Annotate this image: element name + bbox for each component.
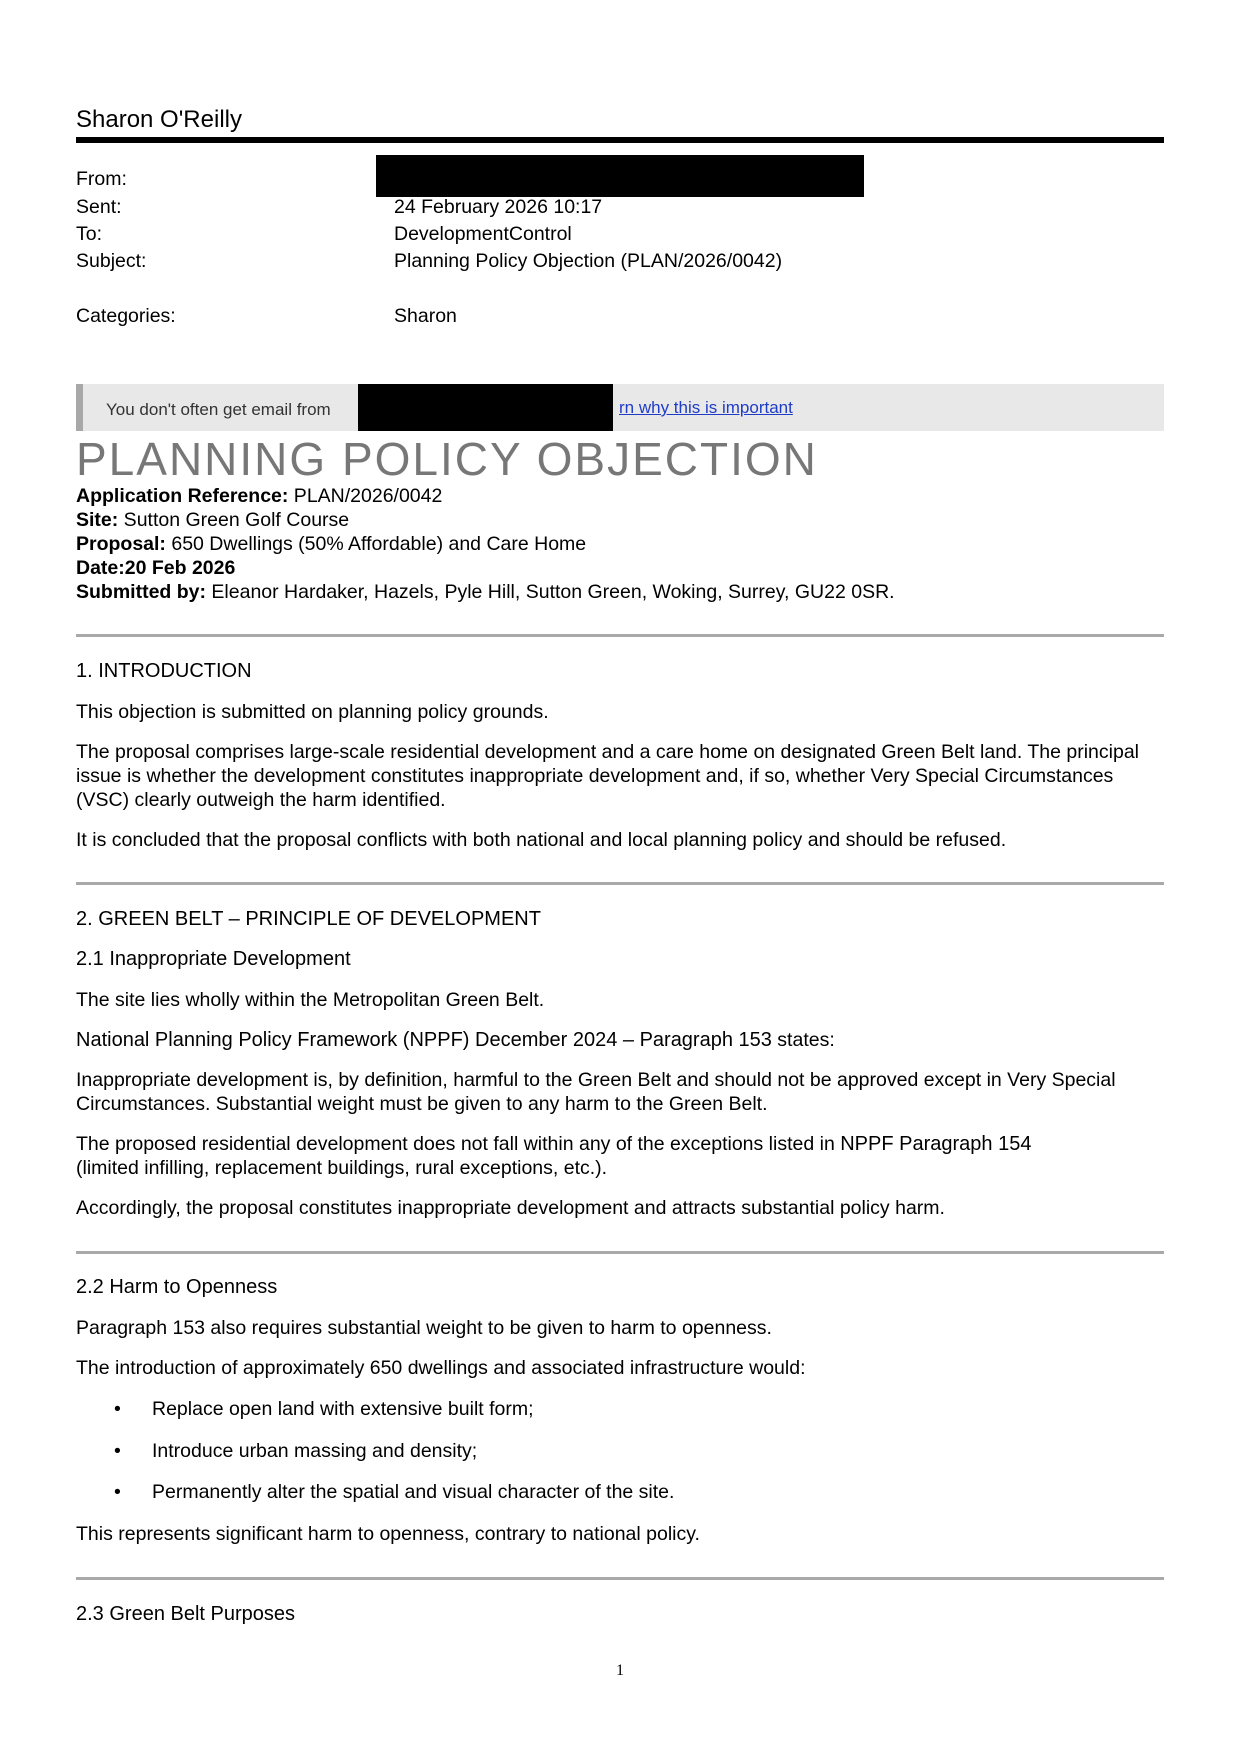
intro-paragraph-3: It is concluded that the proposal conflicts with both national and local planning policy and should be refused. xyxy=(76,829,1007,851)
meta-site-value: Sutton Green Golf Course xyxy=(118,509,350,531)
nppf-154-reference: NPPF Paragraph 154 xyxy=(840,1133,1032,1155)
section-divider xyxy=(76,882,1164,885)
subject-value: Planning Policy Objection (PLAN/2026/0042) xyxy=(394,250,783,272)
exceptions-list-text: (limited infilling, replacement buildings, rural exceptions, etc.). xyxy=(76,1157,608,1179)
openness-conclusion: This represents significant harm to openness, contrary to national policy. xyxy=(76,1523,700,1545)
meta-date xyxy=(76,557,235,580)
meta-date-value: 20 Feb 2026 xyxy=(124,557,236,579)
header-divider xyxy=(76,137,1164,143)
meta-proposal-label: Proposal: xyxy=(76,533,166,555)
section-divider xyxy=(76,1577,1164,1580)
section-divider xyxy=(76,634,1164,637)
redacted-from-address xyxy=(376,155,864,197)
to-label: To: xyxy=(76,223,103,245)
page-number: 1 xyxy=(616,1662,624,1679)
bullet-item-1: Replace open land with extensive built form; xyxy=(152,1398,534,1420)
subject-label: Subject: xyxy=(76,250,147,272)
nppf-paragraph-153-line xyxy=(76,1028,1164,1052)
bullet-marker: • xyxy=(114,1481,121,1503)
bullet-item-2: Introduce urban massing and density; xyxy=(152,1440,478,1462)
categories-value: Sharon xyxy=(394,305,457,327)
document-title: PLANNING POLICY OBJECTION xyxy=(76,433,818,485)
subsection-2-1-heading: 2.1 Inappropriate Development xyxy=(76,948,351,970)
sent-value: 24 February 2026 10:17 xyxy=(394,196,603,218)
redacted-sender-address xyxy=(358,384,613,431)
green-belt-paragraph-3 xyxy=(76,1132,1066,1180)
green-belt-paragraph-4: Accordingly, the proposal constitutes inappropriate development and attracts substantial policy harm. xyxy=(76,1197,945,1219)
to-value: DevelopmentControl xyxy=(394,223,572,245)
meta-site xyxy=(76,509,349,532)
intro-paragraph-2: The proposal comprises large-scale residential development and a care home on designated Green Belt land. The principal issue is whether the development constitutes inappropriate development and, if so, whether Very Special Circumstances (VSC) clearly outweigh the harm identified. xyxy=(76,741,1140,811)
meta-date-label: Date: xyxy=(76,557,125,579)
nppf-153-reference: National Planning Policy Framework (NPPF) December 2024 – Paragraph 153 xyxy=(76,1029,772,1051)
meta-submitted-by xyxy=(76,581,895,604)
subsection-2-2-heading: 2.2 Harm to Openness xyxy=(76,1276,278,1298)
section-1-heading: 1. INTRODUCTION xyxy=(76,660,252,682)
meta-site-label: Site: xyxy=(76,509,119,531)
meta-proposal xyxy=(76,533,586,556)
bullet-marker: • xyxy=(114,1440,121,1462)
openness-paragraph-2: The introduction of approximately 650 dwellings and associated infrastructure would: xyxy=(76,1357,806,1379)
section-2-heading: 2. GREEN BELT – PRINCIPLE OF DEVELOPMENT xyxy=(76,908,541,930)
meta-reference-label: Application Reference: xyxy=(76,485,289,507)
meta-submitted-label: Submitted by: xyxy=(76,581,206,603)
learn-why-link[interactable]: rn why this is important xyxy=(619,398,793,417)
green-belt-paragraph-1: The site lies wholly within the Metropolitan Green Belt. xyxy=(76,989,545,1011)
intro-paragraph-1: This objection is submitted on planning policy grounds. xyxy=(76,701,549,723)
subsection-2-3-heading: 2.3 Green Belt Purposes xyxy=(76,1603,296,1625)
bullet-item-3: Permanently alter the spatial and visual character of the site. xyxy=(152,1481,675,1503)
green-belt-paragraph-2: Inappropriate development is, by definition, harmful to the Green Belt and should not be approved except in Very Special Circumstances. Substantial weight must be given to any harm to the Green Belt. xyxy=(76,1069,1116,1115)
meta-reference-value: PLAN/2026/0042 xyxy=(288,485,443,507)
meta-reference xyxy=(76,485,442,508)
meta-submitted-value: Eleanor Hardaker, Hazels, Pyle Hill, Sutton Green, Woking, Surrey, GU22 0SR. xyxy=(206,581,895,603)
openness-paragraph-1: Paragraph 153 also requires substantial weight to be given to harm to openness. xyxy=(76,1317,772,1339)
banner-text: You don't often get email from xyxy=(106,400,331,419)
bullet-marker: • xyxy=(114,1398,121,1420)
nppf-153-states: states: xyxy=(771,1029,835,1051)
exceptions-text: The proposed residential development does not fall within any of the exceptions listed in xyxy=(76,1133,841,1155)
sender-name: Sharon O'Reilly xyxy=(76,106,242,133)
from-label: From: xyxy=(76,168,127,190)
section-divider xyxy=(76,1251,1164,1254)
sent-label: Sent: xyxy=(76,196,122,218)
external-sender-banner xyxy=(76,384,1164,431)
categories-label: Categories: xyxy=(76,305,176,327)
banner-accent-bar xyxy=(76,384,83,431)
meta-proposal-value: 650 Dwellings (50% Affordable) and Care Home xyxy=(165,533,587,555)
